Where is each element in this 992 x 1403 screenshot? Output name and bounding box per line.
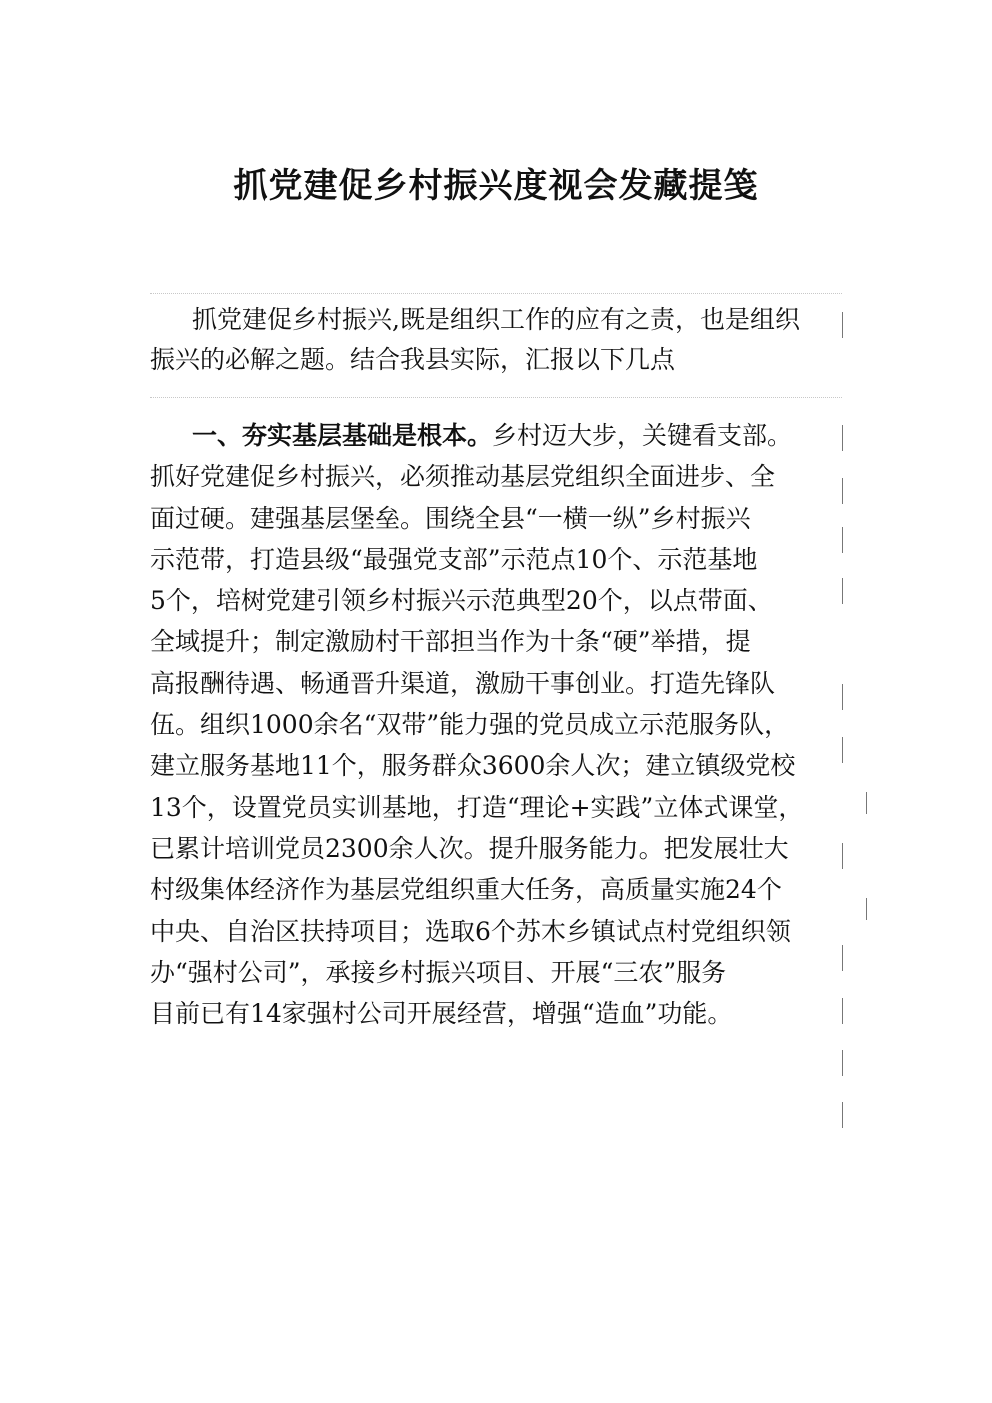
document-title: 抓党建促乡村振兴度视会发藏提笺 xyxy=(233,166,759,206)
body-line: 示范带，打造县级“最强党支部”示范点10个、示范基地 xyxy=(150,544,758,574)
margin-marker xyxy=(842,312,843,338)
margin-marker xyxy=(866,898,867,920)
body-line: 13个，设置党员实训基地，打造“理论+实践”立体式课堂， xyxy=(150,792,804,822)
body-line: 中央、自治区扶持项目；选取6个苏木乡镇试点村党组织领 xyxy=(150,916,791,946)
body-line: 5个，培树党建引领乡村振兴示范典型20个，以点带面、 xyxy=(150,586,773,616)
bottom-dotted-rule xyxy=(150,397,842,398)
margin-marker xyxy=(842,843,843,869)
margin-marker xyxy=(842,1102,843,1128)
margin-marker xyxy=(842,684,843,710)
intro-line: 抓党建促乡村振兴,既是组织工作的应有之责，也是组织 xyxy=(192,305,800,334)
margin-marker xyxy=(866,792,867,814)
margin-marker xyxy=(842,998,843,1024)
body-line: 高报酬待遇、畅通晋升渠道，激励干事创业。打造先锋队 xyxy=(150,668,776,698)
intro-line: 振兴的必解之题。结合我县实际，汇报以下几点 xyxy=(150,345,676,374)
body-line: 已累计培训党员2300余人次。提升服务能力。把发展壮大 xyxy=(150,833,789,863)
body-line: 面过硬。建强基层堡垒。围绕全县“一横一纵”乡村振兴 xyxy=(150,503,751,533)
section-1-first-line-text: 乡村迈大步，关键看支部。 xyxy=(492,421,793,450)
body-line: 抓好党建促乡村振兴，必须推动基层党组织全面进步、全 xyxy=(150,462,776,492)
body-line: 办“强村公司”，承接乡村振兴项目、开展“三农”服务 xyxy=(150,957,727,987)
intro-paragraph xyxy=(150,300,842,380)
margin-marker xyxy=(842,737,843,763)
section-1-first-line xyxy=(150,415,842,456)
margin-marker xyxy=(842,527,843,553)
margin-marker xyxy=(842,578,843,604)
section-1-heading: 一、夯实基层基础是根本。 xyxy=(192,421,493,450)
body-line: 伍。组织1000余名“双带”能力强的党员成立示范服务队， xyxy=(150,710,790,740)
margin-marker xyxy=(842,1050,843,1076)
margin-marker xyxy=(842,945,843,971)
top-dotted-rule xyxy=(150,293,842,294)
margin-marker xyxy=(842,478,843,504)
margin-marker xyxy=(842,425,843,451)
body-line: 全域提升；制定激励村干部担当作为十条“硬”举措，提 xyxy=(150,627,751,657)
body-line: 建立服务基地11个，服务群众3600余人次；建立镇级党校 xyxy=(150,751,796,781)
body-line: 目前已有14家强村公司开展经营，增强“造血”功能。 xyxy=(150,999,733,1029)
body-line: 村级集体经济作为基层党组织重大任务，高质量实施24个 xyxy=(150,875,782,905)
section-1-paragraph xyxy=(150,415,842,1034)
